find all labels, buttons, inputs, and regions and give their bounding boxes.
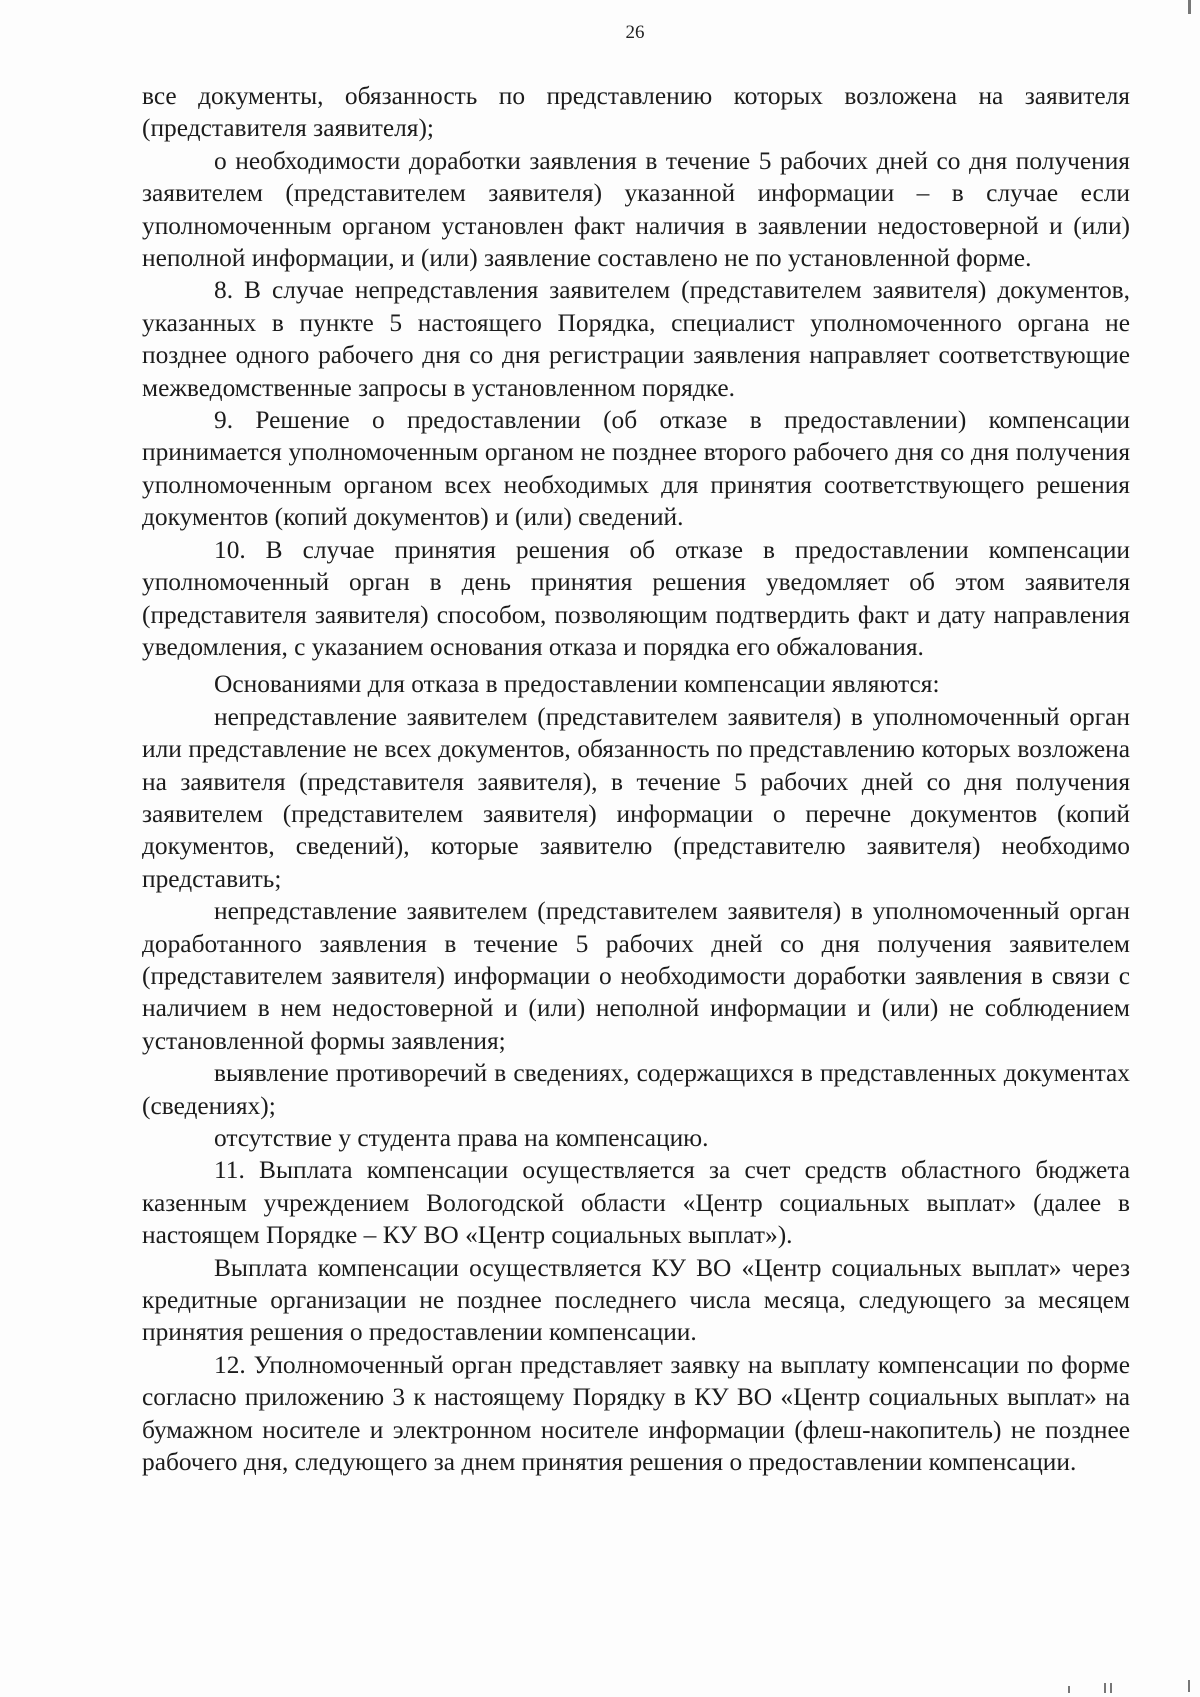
paragraph-item-10: 10. В случае принятия решения об отказе в предоставлении компенсации уполномоченный орган в день принятия решения уведомляет об этом заявителя (представителя заявителя) способом, позволяющим подтвердить факт и дату направления уведомления, с указанием основания отказа и порядка его обжалования. xyxy=(142,535,1130,661)
paragraph-item-9: 9. Решение о предоставлении (об отказе в предоставлении) компенсации принимается уполномоченным органом не позднее второго рабочего дня со дня получения уполномоченным органом всех необходимых для принятия соответствующего решения документов (копий документов) и (или) сведений. xyxy=(142,406,1130,532)
paragraph-continuation: все документы, обязанность по представлению которых возложена на заявителя (представителя заявителя); xyxy=(142,82,1130,143)
scan-artifact-top xyxy=(1188,0,1191,14)
paragraph-ground-3: выявление противоречий в сведениях, содержащихся в представленных документах (сведениях); xyxy=(142,1059,1130,1120)
document-text xyxy=(142,80,1130,1478)
paragraph-rework: о необходимости доработки заявления в течение 5 рабочих дней со дня получения заявителем (представителем заявителя) указанной информации – в случае если уполномоченным органом установлен факт наличия в заявлении недостоверной и (или) неполной информации, и (или) заявление составлено не по установленной форме. xyxy=(142,146,1130,273)
paragraph-item-12: 12. Уполномоченный орган представляет заявку на выплату компенсации по форме согласно приложению 3 к настоящему Порядку в КУ ВО «Центр социальных выплат» на бумажном носителе и электронном носителе информации (флеш-накопитель) не позднее рабочего дня, следующего за днем принятия решения о предоставлении компенсации. xyxy=(142,1350,1130,1477)
scan-artifact-edge xyxy=(1188,1680,1190,1692)
page-number: 26 xyxy=(625,22,645,43)
paragraph-item-8: 8. В случае непредставления заявителем (представителем заявителя) документов, указанных в пункте 5 настоящего Порядка, специалист уполномоченного органа не позднее одного рабочего дня со дня регистрации заявления направляет соответствующие межведомственные запросы в установленном порядке. xyxy=(142,276,1130,402)
paragraph-ground-1: непредставление заявителем (представителем заявителя) в уполномоченный орган или представление не всех документов, обязанность по представлению которых возложена на заявителя (представителя заявителя), в течение 5 рабочих дней со дня получения заявителем (представителем заявителя) информации о перечне документов (копий документов, сведений), которые заявителю (представителю заявителя) необходимо представить; xyxy=(142,702,1130,893)
scan-artifact-left xyxy=(1068,1686,1070,1693)
paragraph-item-11: 11. Выплата компенсации осуществляется за счет средств областного бюджета казенным учреждением Вологодской области «Центр социальных выплат» (далее в настоящем Порядке – КУ ВО «Центр социальных выплат»). xyxy=(142,1156,1130,1250)
paragraph-ground-2: непредставление заявителем (представителем заявителя) в уполномоченный орган доработанного заявления в течение 5 рабочих дней со дня получения заявителем (представителем заявителя) информации о необходимости доработки заявления в связи с наличием в нем недостоверной и (или) неполной информации и (или) не соблюдением установленной формы заявления; xyxy=(142,897,1130,1055)
paragraph-item-11-payment: Выплата компенсации осуществляется КУ ВО «Центр социальных выплат» через кредитные организации не позднее последнего числа месяца, следующего за месяцем принятия решения о предоставлении компенсации. xyxy=(142,1253,1130,1347)
paragraph-ground-4: отсутствие у студента права на компенсацию. xyxy=(214,1124,709,1152)
scan-artifact-right xyxy=(1110,1683,1112,1693)
scan-artifact-mid xyxy=(1104,1683,1106,1693)
paragraph-refusal-grounds: Основаниями для отказа в предоставлении компенсации являются: xyxy=(214,670,940,699)
